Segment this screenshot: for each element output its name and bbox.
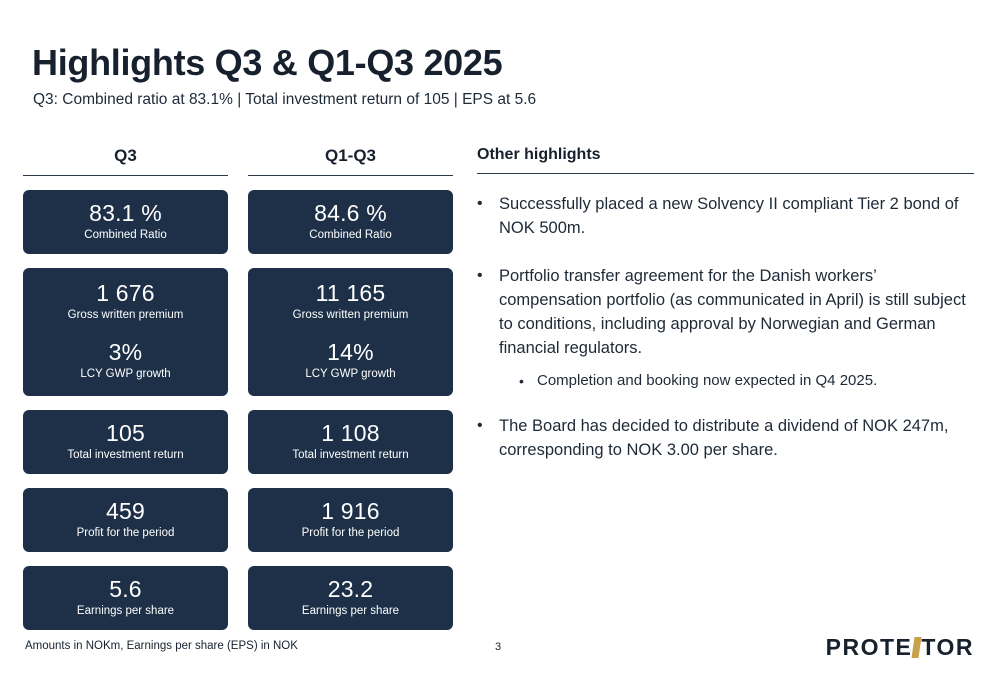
list-item: [477, 264, 974, 360]
metric-value: 83.1 %: [89, 200, 162, 226]
metric-label-secondary: LCY GWP growth: [305, 368, 396, 380]
metric-label-secondary: LCY GWP growth: [80, 368, 171, 380]
metric-label: Earnings per share: [301, 605, 400, 617]
logo-text-right: TOR: [921, 634, 974, 660]
metric-card-eps-q3: [23, 566, 228, 630]
footnote: Amounts in NOKm, Earnings per share (EPS) in NOK: [25, 640, 298, 652]
metric-label: Combined Ratio: [84, 229, 167, 241]
column-header-q1-q3: Q1-Q3: [248, 146, 453, 176]
metric-label: Earnings per share: [76, 605, 175, 617]
metric-card-profit-q1q3: [248, 488, 453, 552]
metric-value: 23.2: [327, 576, 374, 602]
list-item: [477, 192, 974, 240]
card-spacer: [29, 323, 222, 339]
metric-card-eps-q1q3: [248, 566, 453, 630]
sub-list-item: [519, 370, 974, 392]
metric-card-investment-return-q3: [23, 410, 228, 474]
column-header-q3: Q3: [23, 146, 228, 176]
metric-value: 1 916: [321, 498, 380, 524]
metric-label: Gross written premium: [67, 309, 184, 321]
protector-logo: [826, 634, 974, 661]
page-subtitle: Q3: Combined ratio at 83.1% | Total investment return of 105 | EPS at 5.6: [33, 91, 537, 108]
metric-card-combined-ratio-q1q3: [248, 190, 453, 254]
bullet-icon: •: [477, 417, 483, 434]
metric-label: Gross written premium: [292, 309, 409, 321]
metric-value-secondary: 3%: [108, 339, 143, 365]
metric-value: 1 676: [96, 280, 155, 306]
metric-label: Profit for the period: [76, 527, 175, 539]
logo-text-left: PROTE: [825, 634, 913, 660]
other-highlights-section: [477, 146, 974, 486]
metric-card-investment-return-q1q3: [248, 410, 453, 474]
metric-card-profit-q3: [23, 488, 228, 552]
metric-value: 459: [106, 498, 145, 524]
list-item-text: Successfully placed a new Solvency II compliant Tier 2 bond of NOK 500m.: [499, 195, 959, 237]
metric-label: Combined Ratio: [309, 229, 392, 241]
list-item-text: The Board has decided to distribute a dividend of NOK 247m, corresponding to NOK 3.00 per share.: [499, 417, 949, 459]
metric-value: 105: [106, 420, 145, 446]
bullet-icon: •: [477, 195, 483, 212]
other-highlights-list: [477, 192, 974, 462]
sub-list-item-text: Completion and booking now expected in Q4 2025.: [537, 372, 878, 389]
bullet-icon: •: [477, 267, 483, 284]
logo-accent-mark-icon: [912, 637, 922, 658]
metric-card-gwp-q3: [23, 268, 228, 396]
page-number: 3: [495, 641, 502, 653]
metric-card-gwp-q1q3: [248, 268, 453, 396]
column-q1-q3: [248, 146, 453, 630]
metric-value-secondary: 14%: [327, 339, 374, 365]
list-item: [477, 414, 974, 462]
metric-value: 1 108: [321, 420, 380, 446]
metric-value: 5.6: [109, 576, 142, 602]
metric-label: Profit for the period: [301, 527, 400, 539]
metric-label: Total investment return: [292, 449, 409, 461]
metric-value: 11 165: [315, 280, 386, 306]
metric-value: 84.6 %: [314, 200, 387, 226]
metric-card-combined-ratio-q3: [23, 190, 228, 254]
other-highlights-header: Other highlights: [477, 146, 974, 174]
column-q3: [23, 146, 228, 630]
page-title: Highlights Q3 & Q1-Q3 2025: [32, 42, 503, 83]
card-spacer: [254, 323, 447, 339]
list-item-text: Portfolio transfer agreement for the Danish workers’ compensation portfolio (as communicated in April) is still subject to conditions, including approval by Norwegian and German financial regulators.: [499, 267, 966, 357]
metric-label: Total investment return: [67, 449, 184, 461]
sub-bullet-icon: •: [519, 373, 524, 389]
